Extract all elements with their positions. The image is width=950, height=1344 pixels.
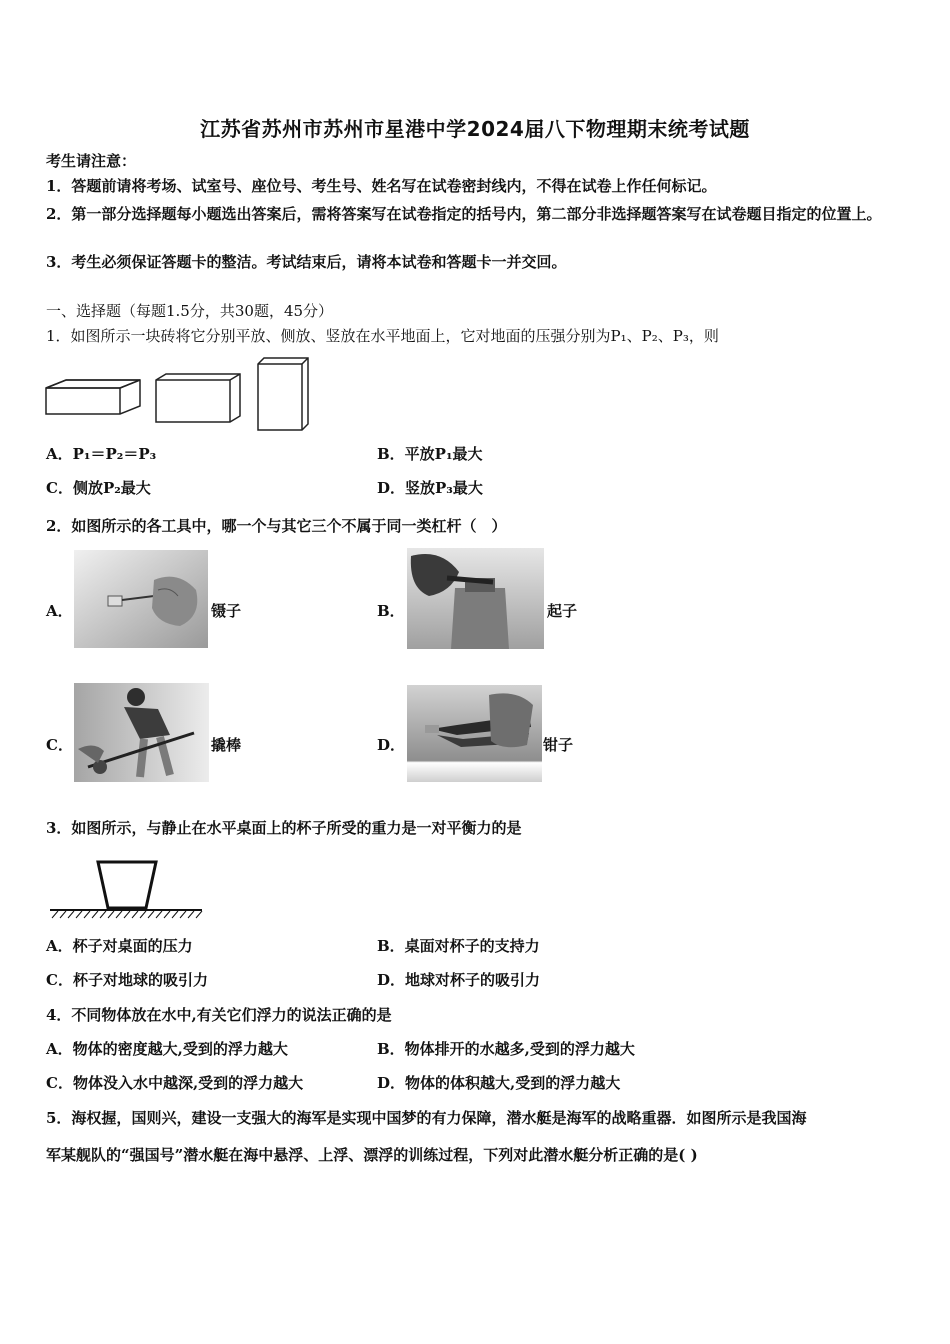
q2-option-b-label: 起子 bbox=[547, 602, 578, 620]
q1-option-b: B．平放P₁最大 bbox=[377, 445, 483, 463]
q2-option-c-letter: C． bbox=[46, 736, 73, 754]
q4-option-a: A．物体的密度越大,受到的浮力越大 bbox=[46, 1040, 288, 1058]
q1-option-d: D．竖放P₃最大 bbox=[377, 479, 483, 497]
notice-item-2: 2．第一部分选择题每小题选出答案后，需将答案写在试卷指定的括号内，第二部分非选择题答案写在试卷题目指定的位置上。 bbox=[46, 205, 882, 223]
q2-option-a-letter: A． bbox=[46, 602, 73, 620]
q2-option-c-label: 撬棒 bbox=[211, 736, 242, 754]
q3-option-a: A．杯子对桌面的压力 bbox=[46, 937, 193, 955]
q2-option-b-letter: B． bbox=[377, 602, 405, 620]
tweezers-photo bbox=[74, 550, 208, 648]
q1-option-c: C．侧放P₂最大 bbox=[46, 479, 151, 497]
q3-option-d: D．地球对杯子的吸引力 bbox=[377, 971, 541, 989]
q4-stem: 4．不同物体放在水中,有关它们浮力的说法正确的是 bbox=[46, 1006, 392, 1024]
q1-stem: 1．如图所示一块砖将它分别平放、侧放、竖放在水平地面上，它对地面的压强分别为P₁、P₂、P₃，则 bbox=[46, 327, 719, 345]
bottle-opener-photo bbox=[407, 548, 544, 649]
q2-option-a-label: 镊子 bbox=[211, 602, 242, 620]
q3-option-b: B．桌面对杯子的支持力 bbox=[377, 937, 540, 955]
q3-stem: 3．如图所示，与静止在水平桌面上的杯子所受的重力是一对平衡力的是 bbox=[46, 819, 522, 837]
pliers-photo bbox=[407, 685, 542, 782]
notice-item-1: 1．答题前请将考场、试室号、座位号、考生号、姓名写在试卷密封线内，不得在试卷上作任何标记。 bbox=[46, 177, 717, 195]
q1-brick-figure bbox=[44, 356, 314, 434]
page-title: 江苏省苏州市苏州市星港中学2024届八下物理期末统考试题 bbox=[200, 117, 750, 141]
q4-option-c: C．物体没入水中越深,受到的浮力越大 bbox=[46, 1074, 304, 1092]
q3-option-c: C．杯子对地球的吸引力 bbox=[46, 971, 208, 989]
cup-on-table-figure bbox=[48, 856, 206, 922]
q4-option-b: B．物体排开的水越多,受到的浮力越大 bbox=[377, 1040, 635, 1058]
q4-option-d: D．物体的体积越大,受到的浮力越大 bbox=[377, 1074, 621, 1092]
q2-option-d-label: 钳子 bbox=[543, 736, 574, 754]
q5-stem-line-2: 军某舰队的“强国号”潜水艇在海中悬浮、上浮、漂浮的训练过程，下列对此潜水艇分析正确的是( ) bbox=[46, 1146, 698, 1164]
q5-stem-line-1: 5．海权握，国则兴，建设一支强大的海军是实现中国梦的有力保障，潜水艇是海军的战略重器．如图所示是我国海 bbox=[46, 1109, 807, 1127]
crowbar-photo bbox=[74, 683, 209, 782]
q2-option-d-letter: D． bbox=[377, 736, 406, 754]
q2-stem: 2．如图所示的各工具中，哪一个与其它三个不属于同一类杠杆（ ） bbox=[46, 517, 507, 535]
notice-item-3: 3．考生必须保证答题卡的整洁。考试结束后，请将本试卷和答题卡一并交回。 bbox=[46, 253, 567, 271]
q1-option-a: A．P₁＝P₂＝P₃ bbox=[46, 445, 157, 463]
section-heading: 一、选择题（每题1.5分，共30题，45分） bbox=[46, 302, 334, 320]
notice-heading: 考生请注意： bbox=[46, 152, 137, 170]
